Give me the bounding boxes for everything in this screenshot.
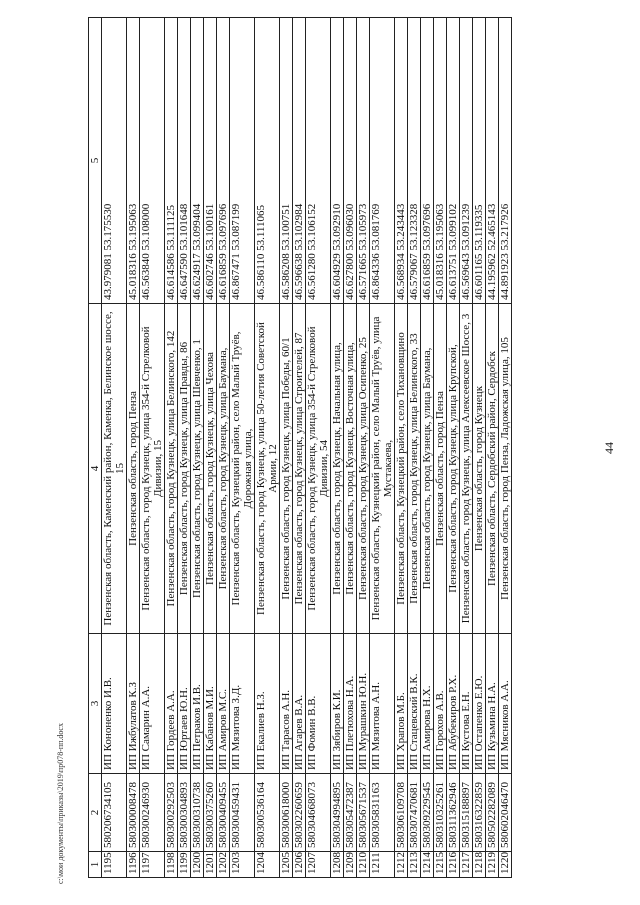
- inn-cell: 580302260659: [293, 774, 306, 852]
- row-number-cell: 1218: [473, 852, 486, 878]
- inn-cell: 580300310738: [191, 774, 204, 852]
- table-row: [434, 18, 447, 878]
- table-row: [191, 18, 204, 878]
- entrepreneur-name-cell: ИП Самарин А.А.: [140, 634, 165, 774]
- row-number-cell: 1199: [178, 852, 191, 878]
- entrepreneur-name-cell: ИП Стацевский В.К.: [408, 634, 421, 774]
- address-cell: Пензенская область, город Кузнецк, улица Алексеевское Шоссе, 3: [460, 304, 473, 634]
- inn-cell: 580300375260: [204, 774, 217, 852]
- inn-cell: 580315188897: [460, 774, 473, 852]
- table-row: [486, 18, 499, 878]
- coordinates-cell: 46.604929 53.092910: [331, 18, 344, 304]
- address-cell: Пензенская область, Кузнецкий район, село Тихановщино: [395, 304, 408, 634]
- coordinates-cell: 46.568934 53.243443: [395, 18, 408, 304]
- address-cell: Пензенская область, Кузнецкий район, село Малый Труёв, Дорожная улица,: [230, 304, 255, 634]
- inn-cell: 580305831163: [370, 774, 395, 852]
- address-cell: Пензенская область, город Кузнецк, улица Белинского, 142: [165, 304, 178, 634]
- address-cell: Пензенская область, город Кузнецк, улица 354-й Стрелковой Дивизии, 54: [306, 304, 331, 634]
- table-row: [370, 18, 395, 878]
- entrepreneur-name-cell: ИП Агарев В.А.: [293, 634, 306, 774]
- row-number-cell: 1195: [102, 852, 127, 878]
- address-cell: Пензенская область, Каменский район, Каменка, Белинское шоссе, 15: [102, 304, 127, 634]
- address-cell: Пензенская область, город Кузнецк, улица Шевченко, 1: [191, 304, 204, 634]
- coordinates-cell: 46.586110 53.111065: [255, 18, 280, 304]
- inn-cell: 580300409455: [217, 774, 230, 852]
- coordinates-cell: 46.864336 53.081769: [370, 18, 395, 304]
- rotated-page: [56, 18, 622, 884]
- column-header: 1: [89, 852, 102, 878]
- table-row: [127, 18, 140, 878]
- entrepreneur-name-cell: ИП Мязитова З.Д.: [230, 634, 255, 774]
- inn-cell: 580310325261: [434, 774, 447, 852]
- table-row: [473, 18, 486, 878]
- coordinates-cell: 46.571665 53.105973: [357, 18, 370, 304]
- column-header: 5: [89, 18, 102, 304]
- address-cell: Пензенская область, город Кузнецк, улица 50-летия Советской Армии, 12: [255, 304, 280, 634]
- address-cell: Пензенская область, город Пенза: [127, 304, 140, 634]
- entrepreneur-name-cell: ИП Мясников А.А.: [499, 634, 512, 774]
- entrepreneur-name-cell: ИП Амиров М.С.: [217, 634, 230, 774]
- coordinates-cell: 46.586208 53.100751: [280, 18, 293, 304]
- coordinates-cell: 46.867471 53.087199: [230, 18, 255, 304]
- coordinates-cell: 46.613751 53.099102: [447, 18, 460, 304]
- table-body: [102, 18, 512, 878]
- address-cell: Пензенская область, город Кузнецк, Восточная улица,: [344, 304, 357, 634]
- coordinates-cell: 46.602746 53.100161: [204, 18, 217, 304]
- table-row: [293, 18, 306, 878]
- coordinates-cell: 46.627800 53.096030: [344, 18, 357, 304]
- table-row: [280, 18, 293, 878]
- row-number-cell: 1211: [370, 852, 395, 878]
- address-cell: Пензенская область, Сердобский район, Сердобск: [486, 304, 499, 634]
- table-row: [331, 18, 344, 878]
- coordinates-cell: 43.979081 53.175530: [102, 18, 127, 304]
- table-row: [408, 18, 421, 878]
- inn-cell: 580305671537: [357, 774, 370, 852]
- entrepreneur-name-cell: ИП Остапенко Е.Ю.: [473, 634, 486, 774]
- coordinates-cell: 46.563840 53.108000: [140, 18, 165, 304]
- column-header: 4: [89, 304, 102, 634]
- entrepreneur-name-cell: ИП Гордеев А.А.: [165, 634, 178, 774]
- row-number-cell: 1207: [306, 852, 331, 878]
- address-cell: Пензенская область, город Кузнецк, улица Крупской,: [447, 304, 460, 634]
- column-header: 3: [89, 634, 102, 774]
- address-cell: Пензенская область, город Пенза, Ладожская улица, 105: [499, 304, 512, 634]
- coordinates-cell: 46.616859 53.097696: [421, 18, 434, 304]
- inn-cell: 580502282089: [486, 774, 499, 852]
- row-number-cell: 1197: [140, 852, 165, 878]
- row-number-cell: 1205: [280, 852, 293, 878]
- address-cell: Пензенская область, город Кузнецк, улица Белинского, 33: [408, 304, 421, 634]
- table-row: [499, 18, 512, 878]
- page-number: 44: [602, 442, 616, 454]
- coordinates-cell: 45.018316 53.195063: [434, 18, 447, 304]
- entrepreneur-name-cell: ИП Абубекиров Р.Х.: [447, 634, 460, 774]
- row-number-cell: 1219: [486, 852, 499, 878]
- inn-cell: 580304668073: [306, 774, 331, 852]
- table-row: [165, 18, 178, 878]
- entrepreneur-name-cell: ИП Мязитова А.Н.: [370, 634, 395, 774]
- address-cell: Пензенская область, город Кузнецк, улица Баумана,: [217, 304, 230, 634]
- row-number-cell: 1210: [357, 852, 370, 878]
- address-cell: Пензенская область, город Кузнецк, улица Баумана,: [421, 304, 434, 634]
- row-number-cell: 1198: [165, 852, 178, 878]
- entrepreneur-name-cell: ИП Кононенко И.В.: [102, 634, 127, 774]
- entrepreneur-name-cell: ИП Храпов М.Б.: [395, 634, 408, 774]
- row-number-cell: 1213: [408, 852, 421, 878]
- table-row: [357, 18, 370, 878]
- table-header-row: [89, 18, 102, 878]
- inn-cell: 580309229545: [421, 774, 434, 852]
- column-header: 2: [89, 774, 102, 852]
- address-cell: Пензенская область, город Кузнецк, улица Чехова: [204, 304, 217, 634]
- row-number-cell: 1215: [434, 852, 447, 878]
- row-number-cell: 1216: [447, 852, 460, 878]
- table-row: [255, 18, 280, 878]
- entrepreneur-name-cell: ИП Кузьмина Н.А.: [486, 634, 499, 774]
- coordinates-cell: 46.616859 53.097696: [217, 18, 230, 304]
- row-number-cell: 1203: [230, 852, 255, 878]
- coordinates-cell: 46.579067 53.123328: [408, 18, 421, 304]
- inn-cell: 580300304893: [178, 774, 191, 852]
- row-number-cell: 1208: [331, 852, 344, 878]
- row-number-cell: 1220: [499, 852, 512, 878]
- coordinates-cell: 44.891923 53.217926: [499, 18, 512, 304]
- entrepreneur-name-cell: ИП Зябиров К.И.: [331, 634, 344, 774]
- table-row: [217, 18, 230, 878]
- coordinates-cell: 46.624917 53.099404: [191, 18, 204, 304]
- inn-cell: 580307470681: [408, 774, 421, 852]
- table-row: [178, 18, 191, 878]
- address-cell: Пензенская область, город Кузнецк: [473, 304, 486, 634]
- entrepreneur-name-cell: ИП Петраков И.В.: [191, 634, 204, 774]
- table-row: [102, 18, 127, 878]
- entrepreneur-name-cell: ИП Кабанов М.И.: [204, 634, 217, 774]
- inn-cell: 580300246930: [140, 774, 165, 852]
- entrepreneur-name-cell: ИП Фомин В.В.: [306, 634, 331, 774]
- address-cell: Пензенская область, город Кузнецк, улица Осипенко, 25: [357, 304, 370, 634]
- row-number-cell: 1206: [293, 852, 306, 878]
- address-cell: Пензенская область, город Кузнецк, Начальная улица,: [331, 304, 344, 634]
- inn-cell: 580304994895: [331, 774, 344, 852]
- coordinates-cell: 46.601165 53.119335: [473, 18, 486, 304]
- row-number-cell: 1214: [421, 852, 434, 878]
- inn-cell: 580300008478: [127, 774, 140, 852]
- coordinates-cell: 45.018316 53.195063: [127, 18, 140, 304]
- coordinates-cell: 46.569643 53.091239: [460, 18, 473, 304]
- address-cell: Пензенская область, город Кузнецк, улица 354-й Стрелковой Дивизии, 15: [140, 304, 165, 634]
- entrepreneur-name-cell: ИП Мурашкин Ю.Н.: [357, 634, 370, 774]
- entrepreneur-name-cell: ИП Кустова Е.Н.: [460, 634, 473, 774]
- inn-cell: 580300459431: [230, 774, 255, 852]
- file-path-footer: c:\мои документы\приказы\2019\пр078-пп.docx: [56, 723, 65, 884]
- coordinates-cell: 46.614586 53.111125: [165, 18, 178, 304]
- row-number-cell: 1209: [344, 852, 357, 878]
- row-number-cell: 1200: [191, 852, 204, 878]
- entrepreneur-name-cell: ИП Юртаев Ю.Н.: [178, 634, 191, 774]
- inn-cell: 580206734105: [102, 774, 127, 852]
- inn-cell: 580316322859: [473, 774, 486, 852]
- address-cell: Пензенская область, город Пенза: [434, 304, 447, 634]
- table-row: [395, 18, 408, 878]
- table-row: [344, 18, 357, 878]
- address-cell: Пензенская область, город Кузнецк, улица Правды, 86: [178, 304, 191, 634]
- inn-cell: 580300618000: [280, 774, 293, 852]
- inn-cell: 580300292503: [165, 774, 178, 852]
- address-cell: Пензенская область, Кузнецкий район, село Малый Труёв, улица Мустакаева,: [370, 304, 395, 634]
- address-cell: Пензенская область, город Кузнецк, улица Строителей, 87: [293, 304, 306, 634]
- row-number-cell: 1196: [127, 852, 140, 878]
- row-number-cell: 1204: [255, 852, 280, 878]
- table-row: [230, 18, 255, 878]
- row-number-cell: 1201: [204, 852, 217, 878]
- inn-cell: 580305472387: [344, 774, 357, 852]
- entrepreneur-name-cell: ИП Ижбулатов К.З: [127, 634, 140, 774]
- row-number-cell: 1217: [460, 852, 473, 878]
- table-row: [306, 18, 331, 878]
- coordinates-cell: 46.561280 53.106152: [306, 18, 331, 304]
- row-number-cell: 1212: [395, 852, 408, 878]
- coordinates-cell: 46.596638 53.102984: [293, 18, 306, 304]
- table-row: [140, 18, 165, 878]
- data-table: [88, 17, 512, 878]
- entrepreneur-name-cell: ИП Горохов А.В.: [434, 634, 447, 774]
- coordinates-cell: 44.195962 52.465143: [486, 18, 499, 304]
- address-cell: Пензенская область, город Кузнецк, улица Победы, 60/1: [280, 304, 293, 634]
- table-row: [421, 18, 434, 878]
- entrepreneur-name-cell: ИП Амирова Н.Х.: [421, 634, 434, 774]
- inn-cell: 580300536164: [255, 774, 280, 852]
- inn-cell: 580311362946: [447, 774, 460, 852]
- table-row: [460, 18, 473, 878]
- inn-cell: 580602046470: [499, 774, 512, 852]
- coordinates-cell: 46.647590 53.101648: [178, 18, 191, 304]
- table-row: [447, 18, 460, 878]
- entrepreneur-name-cell: ИП Плетюхова Н.А.: [344, 634, 357, 774]
- entrepreneur-name-cell: ИП Тарасов А.Н.: [280, 634, 293, 774]
- row-number-cell: 1202: [217, 852, 230, 878]
- entrepreneur-name-cell: ИП Екалиев Н.З.: [255, 634, 280, 774]
- table-row: [204, 18, 217, 878]
- inn-cell: 580306109708: [395, 774, 408, 852]
